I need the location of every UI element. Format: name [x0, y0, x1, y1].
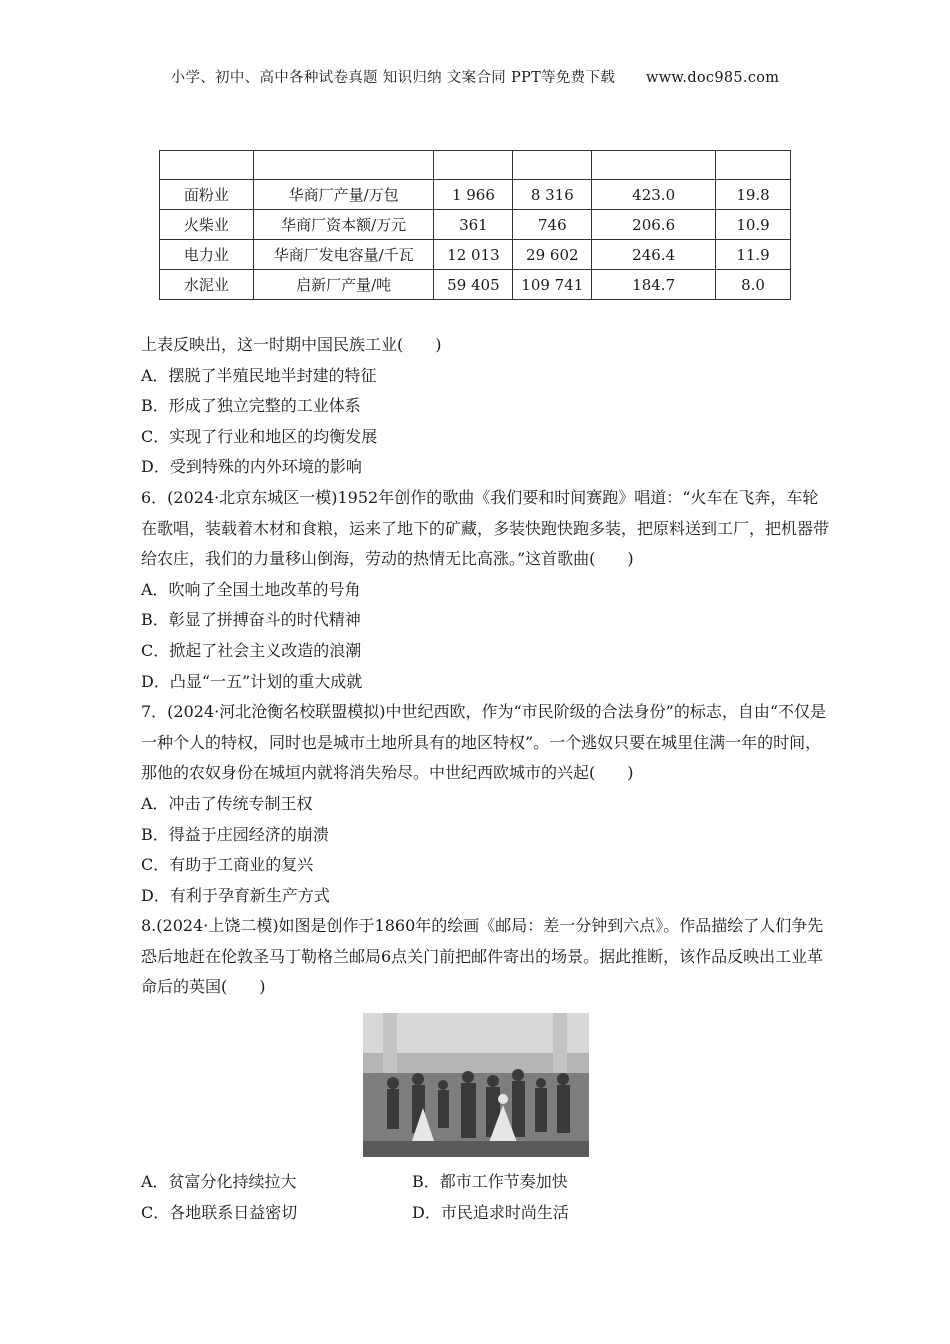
table-row [160, 180, 791, 210]
table-cell: 361 [434, 210, 513, 240]
table-cell [253, 151, 434, 180]
q8-options-row-2 [141, 1198, 831, 1229]
table-cell: 746 [513, 210, 592, 240]
q8-option-c: C．各地联系日益密切 [141, 1202, 298, 1222]
table-cell [716, 151, 791, 180]
table-cell: 8.0 [716, 270, 791, 300]
table-row [160, 240, 791, 270]
table-cell: 12 013 [434, 240, 513, 270]
q8-option-a: A．贫富分化持续拉大 [141, 1172, 297, 1192]
table-cell: 面粉业 [160, 180, 254, 210]
q7-option-c: C．有助于工商业的复兴 [141, 855, 314, 875]
q5-option-b: B．形成了独立完整的工业体系 [141, 396, 361, 416]
table-cell: 1 966 [434, 180, 513, 210]
data-table [159, 150, 791, 300]
table-cell: 423.0 [592, 180, 716, 210]
table-cell: 水泥业 [160, 270, 254, 300]
table-cell: 109 741 [513, 270, 592, 300]
header-text: 小学、初中、高中各种试卷真题 知识归纳 文案合同 PPT等免费下载 [170, 70, 616, 86]
table-cell: 29 602 [513, 240, 592, 270]
table-cell: 华商厂发电容量/千瓦 [253, 240, 434, 270]
q6-stem: 6．(2024·北京东城区一模)1952年创作的歌曲《我们要和时间赛跑》唱道：“火车在飞奔，车轮在歌唱，装载着木材和食粮，运来了地下的矿藏，多装快跑快跑多装，把原料送到工厂，把机器带给农庄，我们的力量移山倒海，劳动的热情无比高涨。”这首歌曲( ) [141, 487, 830, 569]
q8-option-d: D．市民追求时尚生活 [412, 1202, 569, 1222]
table-cell: 华商厂产量/万包 [253, 180, 434, 210]
table-cell: 184.7 [592, 270, 716, 300]
table-cell [592, 151, 716, 180]
painting-illustration [363, 1013, 589, 1157]
table-header-row [160, 151, 791, 180]
q7-option-a: A．冲击了传统专制王权 [141, 793, 313, 813]
q5-option-c: C．实现了行业和地区的均衡发展 [141, 426, 378, 446]
q7-option-b: B．得益于庄园经济的崩溃 [141, 824, 329, 844]
table-cell: 11.9 [716, 240, 791, 270]
q8-stem: 8.(2024·上饶二模)如图是创作于1860年的绘画《邮局：差一分钟到六点》。作品描绘了人们争先恐后地赶在伦敦圣马丁勒格兰邮局6点关门前把邮件寄出的场景。据此推断，该作品反映出工业革命后的英国( ) [141, 916, 824, 997]
q5-option-d: D．受到特殊的内外环境的影响 [141, 457, 362, 477]
table-cell: 59 405 [434, 270, 513, 300]
table-cell: 8 316 [513, 180, 592, 210]
painting-image [363, 1013, 589, 1157]
table-cell: 246.4 [592, 240, 716, 270]
table-row [160, 270, 791, 300]
table-cell: 206.6 [592, 210, 716, 240]
table-cell: 火柴业 [160, 210, 254, 240]
question-content [141, 330, 831, 1228]
q6-option-d: D．凸显“一五”计划的重大成就 [141, 671, 363, 691]
table-cell: 华商厂资本额/万元 [253, 210, 434, 240]
q6-option-c: C．掀起了社会主义改造的浪潮 [141, 640, 362, 660]
q8-options-row-1 [141, 1167, 831, 1198]
q6-option-b: B．彰显了拼搏奋斗的时代精神 [141, 610, 361, 630]
table-cell [434, 151, 513, 180]
table-cell: 19.8 [716, 180, 791, 210]
q5-stem: 上表反映出，这一时期中国民族工业( ) [141, 335, 442, 354]
table-cell [160, 151, 254, 180]
table-cell: 10.9 [716, 210, 791, 240]
q7-option-d: D．有利于孕育新生产方式 [141, 885, 330, 905]
page-header [0, 66, 950, 87]
q6-option-a: A．吹响了全国土地改革的号角 [141, 579, 361, 599]
table-cell: 启新厂产量/吨 [253, 270, 434, 300]
table-row [160, 210, 791, 240]
table-cell: 电力业 [160, 240, 254, 270]
q5-option-a: A．摆脱了半殖民地半封建的特征 [141, 365, 377, 385]
table-cell [513, 151, 592, 180]
q8-option-b: B．都市工作节奏加快 [412, 1172, 568, 1192]
q7-stem: 7．(2024·河北沧衡名校联盟模拟)中世纪西欧，作为“市民阶级的合法身份”的标志，自由“不仅是一种个人的特权，同时也是城市土地所具有的地区特权”。一个逃奴只要在城里住满一年的时间，那他的农奴身份在城垣内就将消失殆尽。中世纪西欧城市的兴起( ) [141, 702, 827, 783]
header-site: www.doc985.com [646, 70, 780, 86]
